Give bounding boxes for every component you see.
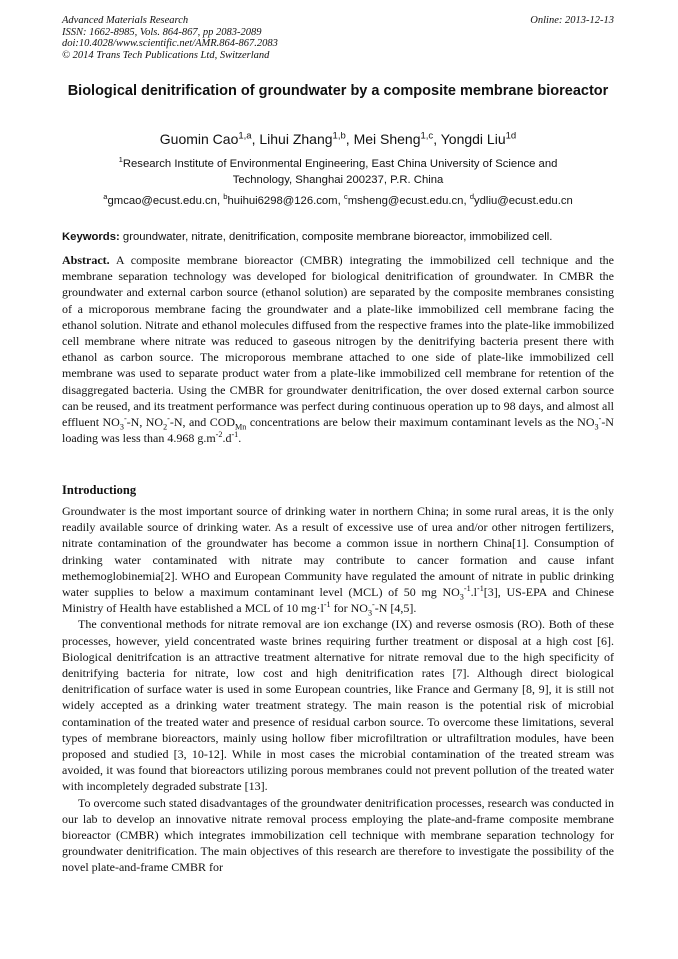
paragraph-text: -N [4,5].	[374, 601, 417, 616]
email-link[interactable]: msheng@ecust.edu.cn	[347, 195, 464, 207]
paragraph-text: .l	[470, 585, 477, 600]
affiliation-line-2: Technology, Shanghai 200237, P.R. China	[232, 174, 444, 186]
author-sup: 1,c	[420, 130, 434, 142]
superscript: -2	[215, 430, 223, 440]
affiliation-sup: 1	[118, 155, 123, 165]
superscript: -	[372, 600, 375, 610]
paragraph-text: Groundwater is the most important source of drinking water in northern China; in some rural areas, it is the only readily available source of drinking water. As a result of excessive use of urea and/or other nitrogen fertilizers, nitrate contamination of the groundwater has become a common issue in northern China[1]. Consumption of drinking water contaminated with nitrate may contribute to cancer formation and cause infant methemoglobinemia[2]. WHO and European Community have regulated the amount of nitrate in public drinking water supplies to below a maximum contaminant level (MCL) of 50 mg NO	[62, 504, 614, 600]
author-sup: 1,b	[332, 130, 346, 142]
subscript: 3	[367, 608, 373, 618]
keywords	[62, 230, 614, 244]
author-sup: 1d	[505, 130, 517, 142]
subscript: Mn	[235, 422, 247, 432]
superscript: -	[167, 414, 170, 424]
subscript: 3	[119, 422, 124, 432]
abstract-text: A composite membrane bioreactor (CMBR) integrating the immobilized cell technique and the membrane separation technology was developed for biological denitrification of groundwater. In CMBR the groundwater and external carbon source (ethanol solution) are separated by the composite membranes consisting of a microporous membrane facing the groundwater and a plate-like immobilized cell membrane facing the ethanol solution. Nitrate and ethanol molecules diffused from the respective frames into the plate-like immobilized cell membrane where nitrate was reduced to gaseous nitrogen by the denitrifying bacteria present there with ethanol as carbon source. The microporous membrane attached to one side of plate-like immobilized cell membrane was used to separate product water from a plate-like immobilized cell membrane for retention of the disaggregated bacteria. Using the CMBR for groundwater denitrification, the over dosed external carbon source can be reused, and its treatment performance was perfect during continuous operation up to 98 days, and almost all effluent NO	[62, 253, 614, 430]
subscript: 3	[594, 422, 599, 432]
introduction-body	[62, 503, 614, 876]
abstract-text: concentrations are below their maximum contaminant levels as the NO	[246, 415, 595, 430]
journal-header	[62, 15, 278, 61]
abstract-text: .d	[222, 431, 232, 446]
section-heading: Introductiong	[62, 483, 137, 497]
superscript: -	[123, 414, 127, 424]
keywords-label: Keywords:	[62, 231, 120, 243]
abstract-text: .	[238, 431, 242, 446]
issn-line: ISSN: 1662-8985, Vols. 864-867, pp 2083-2089	[62, 26, 262, 38]
doi-line: doi:10.4028/www.scientific.net/AMR.864-867.2083	[62, 38, 278, 50]
email-link[interactable]: gmcao@ecust.edu.cn	[107, 195, 217, 207]
affiliation	[62, 156, 614, 188]
email-sup: d	[469, 192, 474, 202]
superscript: -1	[477, 584, 484, 594]
abstract-text: -N loading was less than 4.968 g.m	[62, 415, 614, 446]
author-name: Lihui Zhang	[259, 131, 333, 147]
keywords-text: groundwater, nitrate, denitrification, composite membrane bioreactor, immobilized cell.	[122, 231, 553, 243]
email-sup: a	[103, 192, 108, 202]
journal-name: Advanced Materials Research	[62, 15, 189, 26]
superscript: -	[598, 414, 602, 424]
email-link[interactable]: huihui6298@126.com	[227, 195, 338, 207]
email-link[interactable]: ydliu@ecust.edu.cn	[474, 195, 573, 207]
superscript: -1	[323, 600, 331, 610]
abstract	[62, 252, 614, 446]
superscript: -1	[231, 430, 239, 440]
affiliation-line-1: Research Institute of Environmental Engineering, East China University of Science and	[122, 158, 558, 170]
email-sup: b	[223, 192, 228, 202]
copyright-line: © 2014 Trans Tech Publications Ltd, Switzerland	[62, 49, 270, 61]
subscript: 2	[163, 422, 168, 432]
paragraph: To overcome such stated disadvantages of the groundwater denitrification processes, research was conducted in our lab to develop an innovative nitrate removal process employing the plate-and-frame composite membrane bioreactor (CMBR) which integrates immobilization cell technique with membrane separation technology for groundwater denitrification. The main objectives of this research are therefore to investigate the possibility of the novel plate-and-frame CMBR for	[62, 795, 614, 875]
email-sup: c	[343, 192, 348, 202]
author-list: Guomin Cao$^{1,a}$, Lihui Zhang$^{1,b}$, Mei Sheng$^{1,c}$, Yongdi Liu$^{1d}$	[159, 130, 517, 147]
subscript: 3	[459, 592, 464, 602]
paragraph-text: [3], US-EPA and Chinese Ministry of Health have established a MCL of 10 mg·l	[62, 585, 614, 616]
author-sup: 1,a	[238, 130, 252, 142]
online-date: Online: 2013-12-13	[530, 15, 614, 26]
superscript: -1	[463, 584, 471, 594]
author-name: Guomin Cao	[159, 131, 239, 147]
paper-title: Biological denitrification of groundwater by a composite membrane bioreactor	[67, 83, 609, 99]
paragraph-text: for NO	[330, 601, 368, 616]
abstract-text: -N, and COD	[169, 415, 236, 430]
author-name: Yongdi Liu	[440, 131, 506, 147]
email-list: $^a$gmcao@ecust.edu.cn, $^b$huihui6298@126.com, $^c$msheng@ecust.edu.cn, $^d$ydliu@ecust.edu.cn	[103, 192, 573, 207]
paragraph	[62, 503, 614, 616]
paragraph: The conventional methods for nitrate removal are ion exchange (IX) and reverse osmosis (RO). Both of these processes, however, yield concentrated waste brines requiring further treatment or disposal at a high cost [6]. Biological denitrifcation is an attractive treatment alternative for nitrate removal due to the high specificity of denitrifying bacteria for nitrate, low cost and high denitrification rates [7]. Although direct biological denitrification of surface water is used in some European countries, like France and Germany [8, 9], it is still not widely accepted as a drinking water treatment strategy. The main reason is the potential risk of microbial contamination of the treated water and presence of residual carbon source. To overcome these limitations, several types of membrane bioreactors, mainly using hollow fiber microfiltration or ultrafiltration modules, have been proposed and studied [3, 10-12]. While in most cases the microbial contamination of the treated stream was avoided, it was found that bioreactors utilizing porous membranes could not prevent pollution of the treated water with incompletely degraded substrate [13].	[62, 617, 614, 794]
abstract-text: -N, NO	[126, 415, 164, 430]
abstract-label: Abstract.	[62, 253, 110, 267]
author-name: Mei Sheng	[353, 131, 421, 147]
